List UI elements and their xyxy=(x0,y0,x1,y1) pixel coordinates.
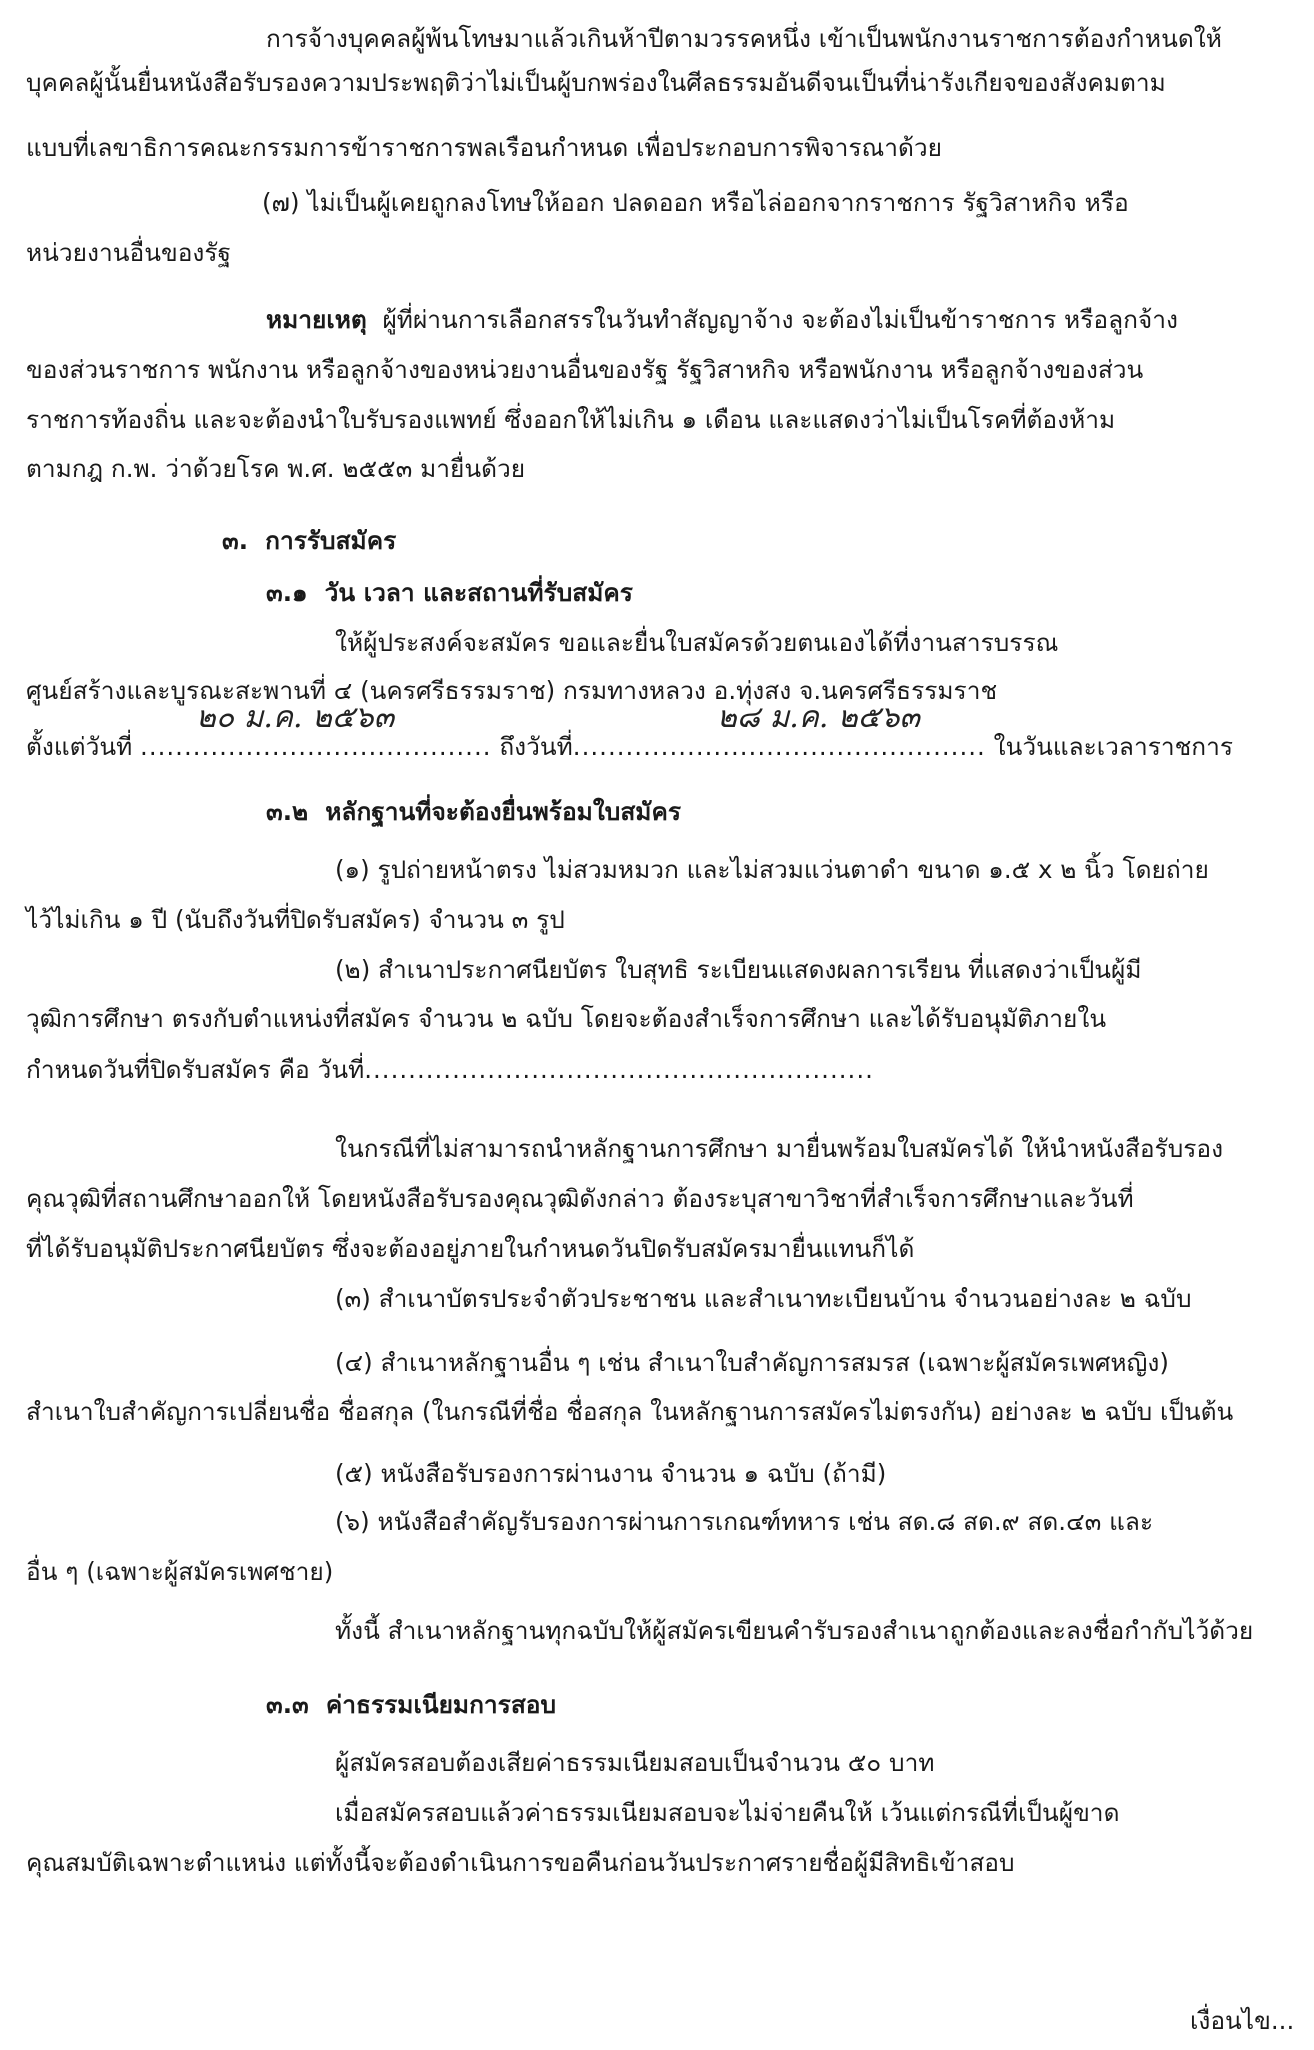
note-line: ราชการท้องถิ่น และจะต้องนำใบรับรองแพทย์ ซึ่งออกให้ไม่เกิน ๑ เดือน และแสดงว่าไม่เป็นโรคที่ต้องห้าม xyxy=(26,405,1116,434)
doc-item-line: ไว้ไม่เกิน ๑ ปี (นับถึงวันที่ปิดรับสมัคร) จำนวน ๓ รูป xyxy=(26,905,565,934)
application-period-line: ตั้งแต่วันที่ ........................................ ถึงวันที่............................................... ในวันและเวลาราชการ xyxy=(26,732,1234,761)
handwritten-start-date: ๒๐ ม.ค. ๒๕๖๓ xyxy=(196,700,395,735)
para-line: แบบที่เลขาธิการคณะกรรมการข้าราชการพลเรือนกำหนด เพื่อประกอบการพิจารณาด้วย xyxy=(26,133,943,162)
note-label: หมายเหตุ xyxy=(266,305,367,334)
date-fill-line: .......................................................... xyxy=(364,1055,874,1084)
para-line: เมื่อสมัครสอบแล้วค่าธรรมเนียมสอบจะไม่จ่ายคืนให้ เว้นแต่กรณีที่เป็นผู้ขาด xyxy=(335,1798,1120,1827)
doc-item-line: (๓) สำเนาบัตรประจำตัวประชาชน และสำเนาทะเบียนบ้าน จำนวนอย่างละ ๒ ฉบับ xyxy=(335,1284,1192,1313)
doc-item-line: (๒) สำเนาประกาศนียบัตร ใบสุทธิ ระเบียนแสดงผลการเรียน ที่แสดงว่าเป็นผู้มี xyxy=(335,955,1142,984)
note-line: ของส่วนราชการ พนักงาน หรือลูกจ้างของหน่วยงานอื่นของรัฐ รัฐวิสาหกิจ หรือพนักงาน หรือลูกจ้างของส่วน xyxy=(26,355,1144,384)
section-3-1-line: ศูนย์สร้างและบูรณะสะพานที่ ๔ (นครศรีธรรมราช) กรมทางหลวง อ.ทุ่งสง จ.นครศรีธรรมราช xyxy=(26,676,998,705)
doc-item-line: อื่น ๆ (เฉพาะผู้สมัครเพศชาย) xyxy=(26,1557,334,1586)
handwritten-end-date: ๒๘ ม.ค. ๒๕๖๓ xyxy=(717,700,920,735)
doc-item-line: (๔) สำเนาหลักฐานอื่น ๆ เช่น สำเนาใบสำคัญการสมรส (เฉพาะผู้สมัครเพศหญิง) xyxy=(335,1348,1169,1377)
para-line: ที่ได้รับอนุมัติประกาศนียบัตร ซึ่งจะต้องอยู่ภายในกำหนดวันปิดรับสมัครมายื่นแทนก็ได้ xyxy=(26,1234,915,1263)
para-line: คุณวุฒิที่สถานศึกษาออกให้ โดยหนังสือรับรองคุณวุฒิดังกล่าว ต้องระบุสาขาวิชาที่สำเร็จการศึกษาและวันที่ xyxy=(26,1184,1134,1213)
doc-item-line: (๕) หนังสือรับรองการผ่านงาน จำนวน ๑ ฉบับ (ถ้ามี) xyxy=(335,1459,887,1488)
item-7-line: หน่วยงานอื่นของรัฐ xyxy=(26,238,232,267)
item-7-line: (๗) ไม่เป็นผู้เคยถูกลงโทษให้ออก ปลดออก หรือไล่ออกจากราชการ รัฐวิสาหกิจ หรือ xyxy=(262,188,1129,217)
section-3-1-line: ให้ผู้ประสงค์จะสมัคร ขอและยื่นใบสมัครด้วยตนเองได้ที่งานสารบรรณ xyxy=(335,628,1059,657)
para-line: ผู้สมัครสอบต้องเสียค่าธรรมเนียมสอบเป็นจำนวน ๕๐ บาท xyxy=(335,1748,935,1777)
note-line: หมายเหตุ ผู้ที่ผ่านการเลือกสรรในวันทำสัญญาจ้าง จะต้องไม่เป็นข้าราชการ หรือลูกจ้าง xyxy=(266,305,1178,334)
para-line: บุคคลผู้นั้นยื่นหนังสือรับรองความประพฤติว่าไม่เป็นผู้บกพร่องในศีลธรรมอันดีจนเป็นที่น่ารังเกียจของสังคมตาม xyxy=(26,68,1166,97)
para-line: คุณสมบัติเฉพาะตำแหน่ง แต่ทั้งนี้จะต้องดำเนินการขอคืนก่อนวันประกาศรายชื่อผู้มีสิทธิเข้าสอบ xyxy=(26,1848,1015,1877)
section-3-heading: ๓. การรับสมัคร xyxy=(222,526,397,555)
section-3-3-heading: ๓.๓ ค่าธรรมเนียมการสอบ xyxy=(266,1690,557,1719)
continued-marker: เงื่อนไข... xyxy=(1190,2006,1295,2035)
date-fill-line: ............................................... xyxy=(572,732,986,761)
doc-item-line: (๖) หนังสือสำคัญรับรองการผ่านการเกณฑ์ทหาร เช่น สด.๘ สด.๙ สด.๔๓ และ xyxy=(335,1507,1154,1536)
date-fill-line: ........................................ xyxy=(140,732,492,761)
para-line: การจ้างบุคคลผู้พ้นโทษมาแล้วเกินห้าปีตามวรรคหนึ่ง เข้าเป็นพนักงานราชการต้องกำหนดให้ xyxy=(266,24,1222,53)
doc-item-line: กำหนดวันที่ปิดรับสมัคร คือ วันที่.......................................................... xyxy=(26,1055,874,1084)
section-3-1-heading: ๓.๑ วัน เวลา และสถานที่รับสมัคร xyxy=(266,578,633,607)
para-line: ทั้งนี้ สำเนาหลักฐานทุกฉบับให้ผู้สมัครเขียนคำรับรองสำเนาถูกต้องและลงชื่อกำกับไว้ด้วย xyxy=(335,1616,1254,1645)
para-line: ในกรณีที่ไม่สามารถนำหลักฐานการศึกษา มายื่นพร้อมใบสมัครได้ ให้นำหนังสือรับรอง xyxy=(335,1134,1224,1163)
doc-item-line: สำเนาใบสำคัญการเปลี่ยนชื่อ ชื่อสกุล (ในกรณีที่ชื่อ ชื่อสกุล ในหลักฐานการสมัครไม่ตรงกัน) อย่างละ ๒ ฉบับ เป็นต้น xyxy=(26,1397,1234,1426)
doc-item-line: (๑) รูปถ่ายหน้าตรง ไม่สวมหมวก และไม่สวมแว่นตาดำ ขนาด ๑.๕ x ๒ นิ้ว โดยถ่าย xyxy=(335,855,1209,884)
section-3-2-heading: ๓.๒ หลักฐานที่จะต้องยื่นพร้อมใบสมัคร xyxy=(266,797,681,826)
doc-item-line: วุฒิการศึกษา ตรงกับตำแหน่งที่สมัคร จำนวน ๒ ฉบับ โดยจะต้องสำเร็จการศึกษา และได้รับอนุมัติภายใน xyxy=(26,1004,1107,1033)
note-line: ตามกฎ ก.พ. ว่าด้วยโรค พ.ศ. ๒๕๕๓ มายื่นด้วย xyxy=(26,454,526,483)
